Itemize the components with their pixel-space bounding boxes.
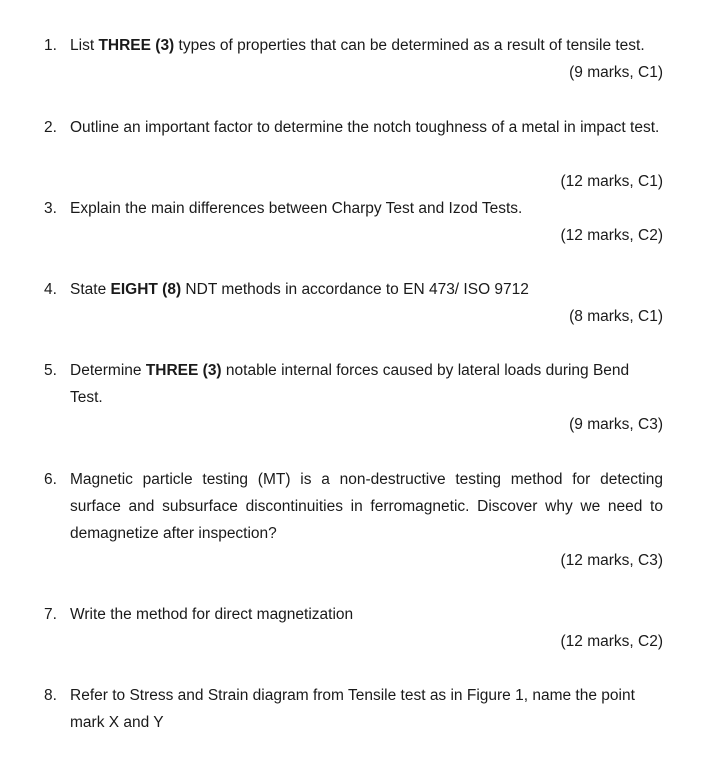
emphasis: THREE (3) <box>98 37 175 54</box>
question-text: Explain the main differences between Charpy Test and Izod Tests. <box>70 200 523 217</box>
marks-allocation: (9 marks, C1) <box>569 64 663 81</box>
marks-allocation: (8 marks, C1) <box>569 308 663 325</box>
question-number: 3. <box>44 200 57 217</box>
question-text: Determine THREE (3) notable internal forces caused by lateral loads during Bend Test. <box>70 362 630 406</box>
question-text: Write the method for direct magnetization <box>70 606 354 623</box>
marks-allocation: (12 marks, C2) <box>560 227 663 244</box>
marks-allocation: (12 marks, C1) <box>560 173 663 190</box>
question-text: State EIGHT (8) NDT methods in accordance to EN 473/ ISO 9712 <box>70 281 529 298</box>
question-text: Outline an important factor to determine the notch toughness of a metal in impact test. <box>70 119 660 136</box>
emphasis: EIGHT (8) <box>110 281 182 298</box>
question-number: 8. <box>44 687 57 704</box>
emphasis: THREE (3) <box>145 362 222 379</box>
marks-allocation: (12 marks, C2) <box>560 633 663 650</box>
question-text: Refer to Stress and Strain diagram from Tensile test as in Figure 1, name the point mark X and Y <box>70 687 635 731</box>
question-text: List THREE (3) types of properties that can be determined as a result of tensile test. <box>70 37 645 54</box>
marks-allocation: (12 marks, C3) <box>560 552 663 569</box>
question-number: 7. <box>44 606 57 623</box>
question-number: 1. <box>44 37 57 54</box>
question-number: 5. <box>44 362 57 379</box>
marks-allocation: (9 marks, C3) <box>569 416 663 433</box>
question-number: 2. <box>44 119 57 136</box>
question-number: 4. <box>44 281 57 298</box>
question-text: Magnetic particle testing (MT) is a non-destructive testing method for detecting surface and subsurface discontinuities in ferromagnetic. Discover why we need to demagnetize after inspection? <box>70 471 663 542</box>
question-number: 6. <box>44 471 57 488</box>
